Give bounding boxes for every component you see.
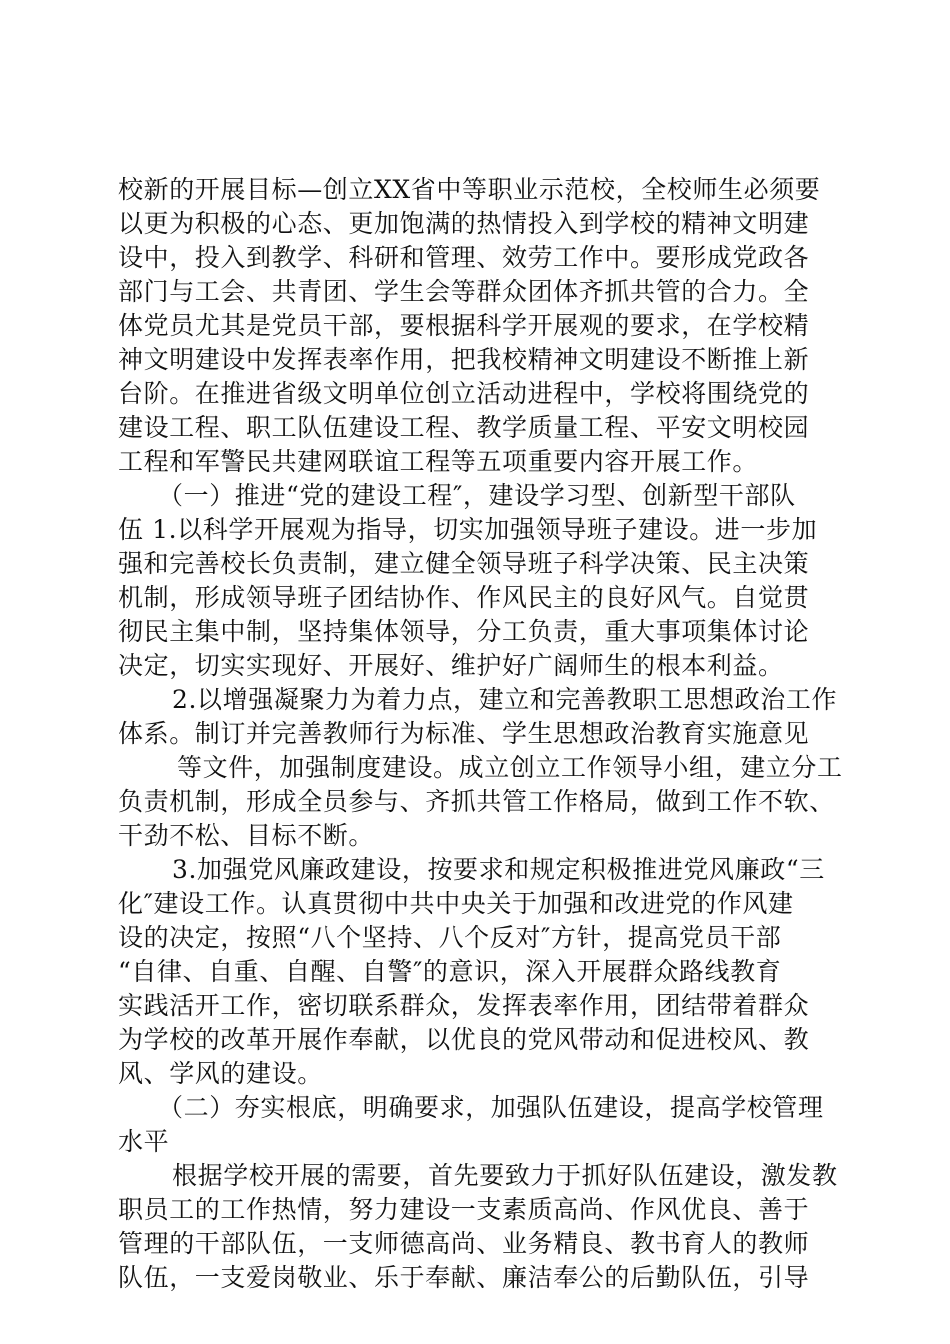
text-line: 机制，形成领导班子团结协作、作风民主的良好风气。自觉贯 [118, 583, 810, 612]
text-line: 根据学校开展的需要，首先要致力于抓好队伍建设，激发教 [172, 1161, 838, 1190]
text-line: 为学校的改革开展作奉献，以优良的党风带动和促进校风、教 [118, 1025, 810, 1054]
text-line: 2.以增强凝聚力为着力点，建立和完善教职工思想政治工作 [172, 685, 838, 714]
text-line: 3.加强党风廉政建设，按要求和规定积极推进党风廉政“三 [172, 855, 825, 884]
text-line: 强和完善校长负责制，建立健全领导班子科学决策、民主决策 [118, 549, 810, 578]
text-line: 台阶。在推进省级文明单位创立活动进程中，学校将围绕党的 [118, 379, 810, 408]
text-line: 管理的干部队伍，一支师德高尚、业务精良、教书育人的教师 [118, 1229, 810, 1258]
text-line: 化″建设工作。认真贯彻中共中央关于加强和改进党的作风建 [118, 889, 794, 918]
text-line: 部门与工会、共青团、学生会等群众团体齐抓共管的合力。全 [118, 277, 810, 306]
text-line: 彻民主集中制，坚持集体领导，分工负责，重大事项集体讨论 [118, 617, 810, 646]
text-line: 职员工的工作热情，努力建设一支素质高尚、作风优良、善于 [118, 1195, 810, 1224]
section-heading: 水平 [118, 1127, 170, 1156]
text-line: 队伍，一支爱岗敬业、乐于奉献、廉洁奉公的后勤队伍，引导 [118, 1263, 810, 1292]
text-line: 校新的开展目标—创立XX省中等职业示范校，全校师生必须要 [118, 175, 821, 204]
text-line: 风、学风的建设。 [118, 1059, 323, 1088]
text-line: 体党员尤其是党员干部，要根据科学开展观的要求，在学校精 [118, 311, 810, 340]
text-line: 决定，切实实现好、开展好、维护好广阔师生的根本利益。 [118, 651, 784, 680]
text-line: 伍 1.以科学开展观为指导，切实加强领导班子建设。进一步加 [118, 515, 818, 544]
section-heading: （一）推进“党的建设工程″，建设学习型、创新型干部队 [158, 481, 796, 510]
section-heading: （二）夯实根底，明确要求，加强队伍建设，提高学校管理 [158, 1093, 824, 1122]
text-line: 工程和军警民共建网联谊工程等五项重要内容开展工作。 [118, 447, 759, 476]
text-line: 设的决定，按照“八个坚持、八个反对″方针，提高党员干部 [118, 923, 782, 952]
text-line: 建设工程、职工队伍建设工程、教学质量工程、平安文明校园 [118, 413, 810, 442]
text-line: 以更为积极的心态、更加饱满的热情投入到学校的精神文明建 [118, 209, 810, 238]
text-line: 等文件，加强制度建设。成立创立工作领导小组，建立分工 [177, 753, 843, 782]
text-line: 干劲不松、目标不断。 [118, 821, 375, 850]
text-line: 负责机制，形成全员参与、齐抓共管工作格局，做到工作不软、 [118, 787, 835, 816]
text-line: 实践活开工作，密切联系群众，发挥表率作用，团结带着群众 [118, 991, 810, 1020]
text-line: 神文明建设中发挥表率作用，把我校精神文明建设不断推上新 [118, 345, 810, 374]
text-line: “自律、自重、自醒、自警″的意识，深入开展群众路线教育 [118, 957, 782, 986]
text-line: 设中，投入到教学、科研和管理、效劳工作中。要形成党政各 [118, 243, 810, 272]
text-line: 体系。制订并完善教师行为标准、学生思想政治教育实施意见 [118, 719, 810, 748]
